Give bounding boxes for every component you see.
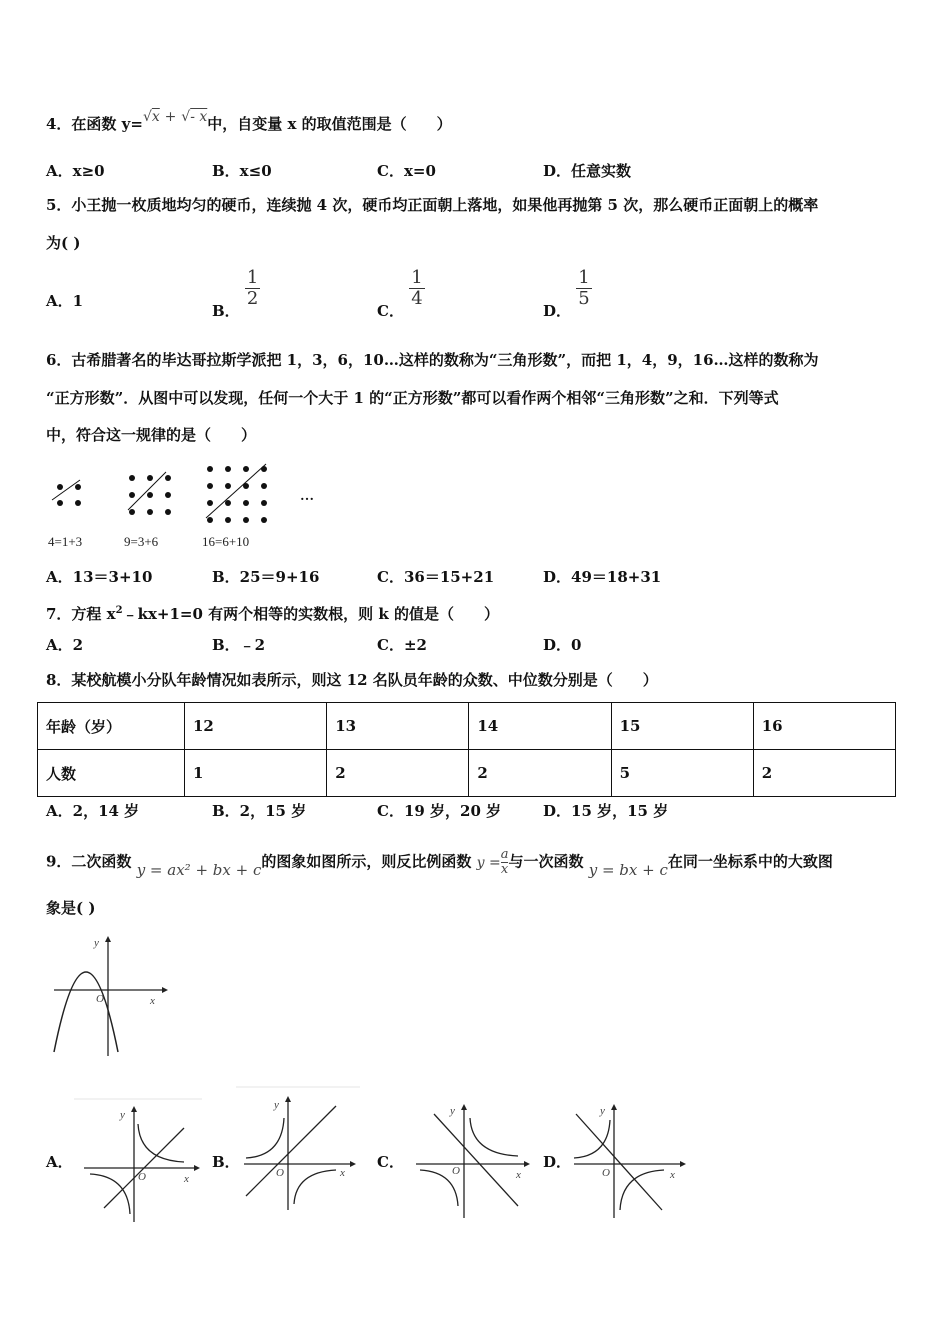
table-cell: 16 [753,703,895,750]
q4-option-d[interactable]: D．任意实数 [543,162,632,180]
table-cell: 2 [469,750,611,797]
square-number-dots-figure [44,460,344,560]
origin-label: O [96,993,104,1005]
svg-text:O: O [138,1171,146,1183]
table-row [38,703,896,750]
option-b-graph[interactable] [236,1086,366,1216]
q8-option-d[interactable]: D．15 岁，15 岁 [543,802,669,820]
q9-stem-line2: 象是( ) [46,899,96,917]
q6-stem-line3: 中，符合这一规律的是（ ） [46,426,257,444]
q4-option-a[interactable]: A．x≥0 [46,162,105,180]
q7-option-c[interactable]: C．±2 [377,636,427,654]
figure-label-2: 9=3+6 [124,534,159,549]
svg-text:y: y [450,1105,455,1117]
figure-label-3: 16=6+10 [202,534,250,549]
q9-option-c[interactable]: C． [377,1153,404,1171]
figure-label-1: 4=1+3 [48,534,83,549]
svg-text:y: y [600,1105,605,1117]
table-cell: 14 [469,703,611,750]
option-a-graph[interactable] [74,1098,204,1228]
table-cell: 5 [611,750,753,797]
figure-ellipsis: … [300,489,314,504]
q5-option-a[interactable]: A．1 [46,292,84,310]
q9-option-b[interactable]: B． [212,1153,240,1171]
inverse-formula: y = $\frac{a}{x}$ [476,847,509,877]
table-cell: 15 [611,703,753,750]
q4-option-c[interactable]: C．x=0 [377,162,436,180]
q7-stem: 7．方程 $x^2﹣kx+1=0$ 有两个相等的实数根，则 k 的值是（ ） [46,605,499,623]
q5-option-c[interactable]: C． $\frac{1}{4}$ [377,267,423,320]
q5-stem-line1: 5．小王抛一枚质地均匀的硬币，连续抛 4 次，硬币均正面朝上落地，如果他再抛第 5 次，那么硬币正面朝上的概率 [46,196,819,214]
linear-formula: y = bx + c [588,860,668,879]
q6-stem-line2: “正方形数”．从图中可以发现，任何一个大于 1 的“正方形数”都可以看作两个相邻“三角形数”之和．下列等式 [46,389,779,407]
quadratic-formula: y = ax² + bx + c [136,860,262,879]
q5-option-d[interactable]: D． $\frac{1}{5}$ [543,267,590,320]
q6-option-b[interactable]: B．25＝9+16 [212,568,320,586]
table-cell: 1 [185,750,327,797]
q7-option-a[interactable]: A．2 [46,636,84,654]
q6-stem-line1: 6．古希腊著名的毕达哥拉斯学派把 1，3，6，10…这样的数称为“三角形数”，而把 1，4，9，16…这样的数称为 [46,351,819,369]
age-table [37,702,896,797]
q8-stem: 8．某校航模小分队年龄情况如表所示，则这 12 名队员年龄的众数、中位数分别是（ ） [46,671,658,689]
table-cell: 2 [753,750,895,797]
q6-option-a[interactable]: A．13＝3+10 [46,568,153,586]
q6-option-d[interactable]: D．49＝18+31 [543,568,662,586]
fraction-one-fifth: $\frac{1}{5}$ [578,267,590,309]
q4-stem: 4．在函数 y=√x + √- x中，自变量 x 的取值范围是（ ） [46,109,452,133]
fraction-one-quarter: $\frac{1}{4}$ [411,267,423,309]
fraction-one-half: $\frac{1}{2}$ [246,267,259,309]
q7-option-b[interactable]: B．﹣2 [212,636,266,654]
svg-text:x: x [340,1167,345,1179]
q6-option-c[interactable]: C．36＝15+21 [377,568,495,586]
q5-option-b[interactable]: B． $\frac{1}{2}$ [212,267,259,320]
svg-text:x: x [670,1169,675,1181]
q7-option-d[interactable]: D．0 [543,636,582,654]
option-d-graph[interactable] [566,1094,696,1224]
x-axis-label: x [150,995,155,1007]
q9-stem-line1: 9．二次函数 y = ax² + bx + c的图象如图所示，则反比例函数 y = $\frac{a}{x}$与一次函数 y = bx + c在同一坐标系中的大致图 [46,847,833,879]
q8-option-b[interactable]: B．2，15 岁 [212,802,307,820]
svg-text:O: O [276,1167,284,1179]
q9-option-a[interactable]: A． [46,1153,73,1171]
table-cell: 年龄（岁） [38,703,185,750]
parabola-graph [44,932,174,1062]
q8-option-c[interactable]: C．19 岁，20 岁 [377,802,502,820]
svg-text:x: x [516,1169,521,1181]
q9-option-d[interactable]: D． [543,1153,572,1171]
svg-text:O: O [452,1165,460,1177]
svg-text:x: x [184,1173,189,1185]
q4-formula: √x + √- x [142,109,208,125]
option-c-graph[interactable] [408,1094,538,1224]
q8-option-a[interactable]: A．2，14 岁 [46,802,140,820]
table-row [38,750,896,797]
table-cell: 13 [327,703,469,750]
y-axis-label: y [94,937,99,949]
q4-option-b[interactable]: B．x≤0 [212,162,272,180]
svg-text:y: y [120,1109,125,1121]
svg-text:O: O [602,1167,610,1179]
table-cell: 2 [327,750,469,797]
q5-stem-line2: 为( ) [46,234,81,252]
svg-text:y: y [274,1099,279,1111]
table-cell: 12 [185,703,327,750]
table-cell: 人数 [38,750,185,797]
